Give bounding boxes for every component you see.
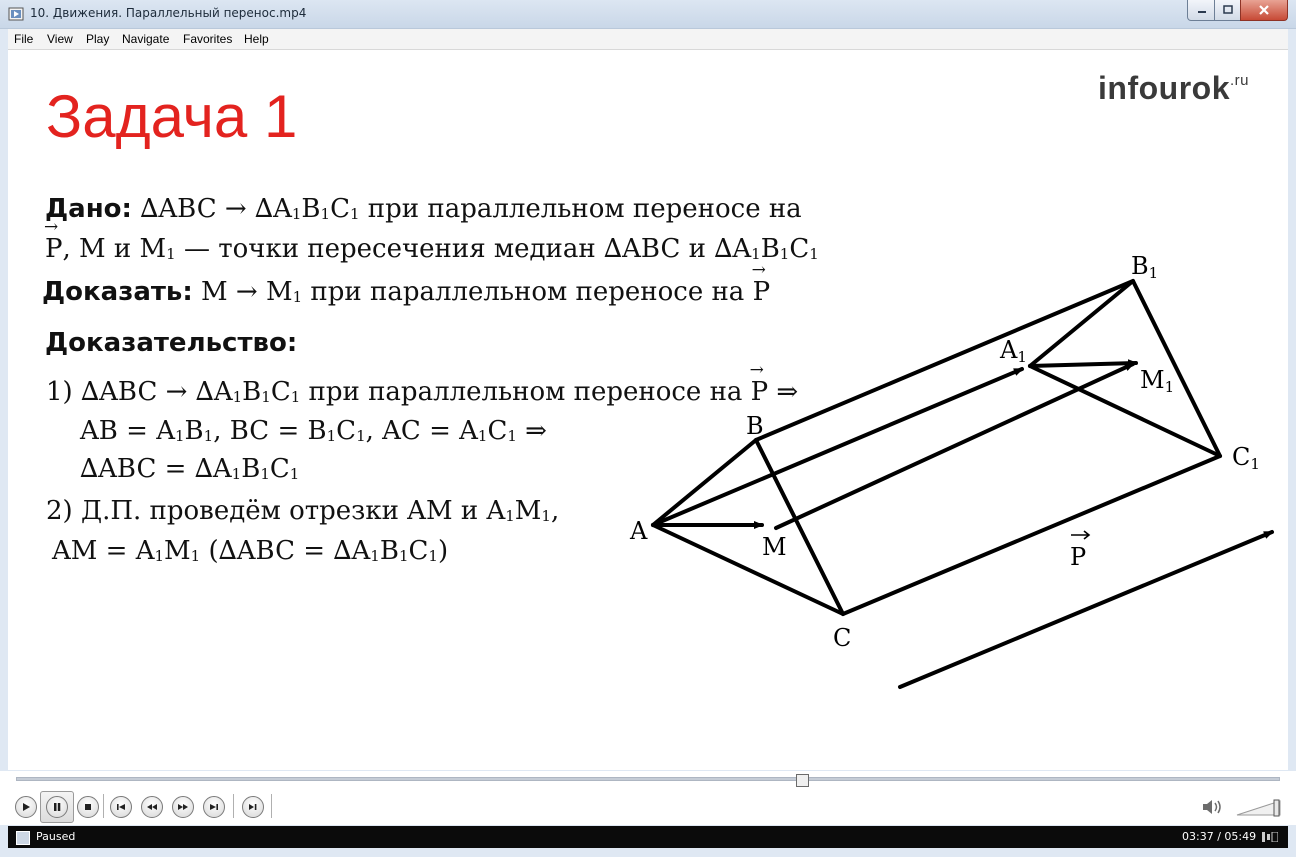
proof-step-2b: AM = $A_1M_1$ $(\Delta ABC = \Delta A_1B_1C_1)$ <box>52 536 449 566</box>
video-frame[interactable] <box>8 50 1288 770</box>
given-line-1: Дано: $\Delta ABC \to \Delta A_1B_1C_1$ при параллельном переносе на <box>45 194 802 224</box>
proof-step-1: 1) $\Delta ABC \to \Delta A_1B_1C_1$ при параллельном переносе на → P ⇒ <box>46 377 798 407</box>
switch-to-compact-icon[interactable] <box>1262 832 1278 842</box>
pause-icon <box>52 802 62 812</box>
window-title: 10. Движения. Параллельный перенос.mp4 <box>30 6 307 20</box>
logo: infourok$^{.ru}$ <box>1098 70 1249 106</box>
menu-help[interactable]: Help <box>244 32 269 46</box>
proof-step-1b: AB = $A_1B_1$, BC = $B_1C_1$, AC = $A_1C_1$ ⇒ <box>80 416 547 446</box>
minimize-icon <box>1197 5 1207 15</box>
seek-thumb[interactable] <box>796 774 809 787</box>
fast-forward-icon <box>177 802 189 812</box>
label-p-arrow <box>1071 531 1089 539</box>
skip-back-icon <box>116 802 126 812</box>
separator <box>103 794 104 818</box>
maximize-icon <box>1223 5 1233 15</box>
close-icon <box>1258 4 1270 16</box>
separator <box>271 794 272 818</box>
pause-button[interactable] <box>46 796 68 818</box>
translation-diagram <box>628 250 1288 720</box>
playback-status: Paused <box>36 830 76 843</box>
label-b1: B1 <box>1131 252 1159 282</box>
proof-heading: Доказательство: <box>45 328 298 358</box>
speaker-icon[interactable] <box>1201 797 1223 817</box>
segment-bb1 <box>756 281 1133 440</box>
now-playing-icon <box>16 831 30 845</box>
minimize-button[interactable] <box>1187 0 1216 21</box>
rewind-icon <box>146 802 158 812</box>
segment-cc1 <box>843 456 1220 614</box>
player-controls <box>0 771 1296 825</box>
play-icon <box>21 802 31 812</box>
menu-play[interactable]: Play <box>86 32 110 46</box>
given-line-2: → P, M и $M_1$ — точки пересечения медиан ∆ABC и $\Delta A_1B_1C_1$ <box>45 234 819 264</box>
previous-button[interactable] <box>110 796 132 818</box>
proof-step-2: 2) Д.П. проведём отрезки AM и $A_1M_1$, <box>46 496 560 526</box>
volume-slider[interactable] <box>1236 799 1282 817</box>
maximize-button[interactable] <box>1214 0 1242 21</box>
segment-ab <box>653 440 756 525</box>
rewind-button[interactable] <box>141 796 163 818</box>
label-c1: C1 <box>1232 443 1260 473</box>
media-player-icon <box>8 6 24 22</box>
label-b: B <box>746 412 764 440</box>
step-forward-button[interactable] <box>242 796 264 818</box>
status-bar <box>8 826 1288 848</box>
segment-ca <box>653 525 843 614</box>
title-bar <box>0 0 1296 29</box>
label-p: P <box>1070 543 1087 571</box>
label-a1: A1 <box>1000 336 1027 366</box>
vector-mm1 <box>776 364 1133 528</box>
play-button[interactable] <box>15 796 37 818</box>
close-button[interactable] <box>1240 0 1288 21</box>
segment-a1b1 <box>1030 281 1133 366</box>
label-c: C <box>833 624 852 652</box>
seek-bar[interactable] <box>16 777 1280 781</box>
label-m: M <box>762 533 787 561</box>
menu-view[interactable]: View <box>47 32 73 46</box>
segment-c1a1 <box>1030 366 1220 456</box>
stop-button[interactable] <box>77 796 99 818</box>
fast-forward-button[interactable] <box>172 796 194 818</box>
proof-step-1c: $\Delta ABC = \Delta A_1B_1C_1$ <box>80 454 300 484</box>
menu-navigate[interactable]: Navigate <box>122 32 170 46</box>
segment-bc <box>756 440 843 614</box>
menu-favorites[interactable]: Favorites <box>183 32 233 46</box>
next-button[interactable] <box>203 796 225 818</box>
stop-icon <box>83 802 93 812</box>
label-a: A <box>630 517 648 545</box>
separator <box>233 794 234 818</box>
step-forward-icon <box>248 802 258 812</box>
label-m1: M1 <box>1140 366 1175 396</box>
vector-a1m1 <box>1030 363 1136 366</box>
prove-line: Доказать: $M \to M_1$ при параллельном переносе на → P <box>42 277 770 307</box>
menu-file[interactable]: File <box>14 32 34 46</box>
skip-forward-icon <box>209 802 219 812</box>
time-readout: 03:37 / 05:49 <box>1182 830 1257 843</box>
slide-title: Задача 1 <box>46 83 298 150</box>
menu-bar <box>8 29 1288 50</box>
